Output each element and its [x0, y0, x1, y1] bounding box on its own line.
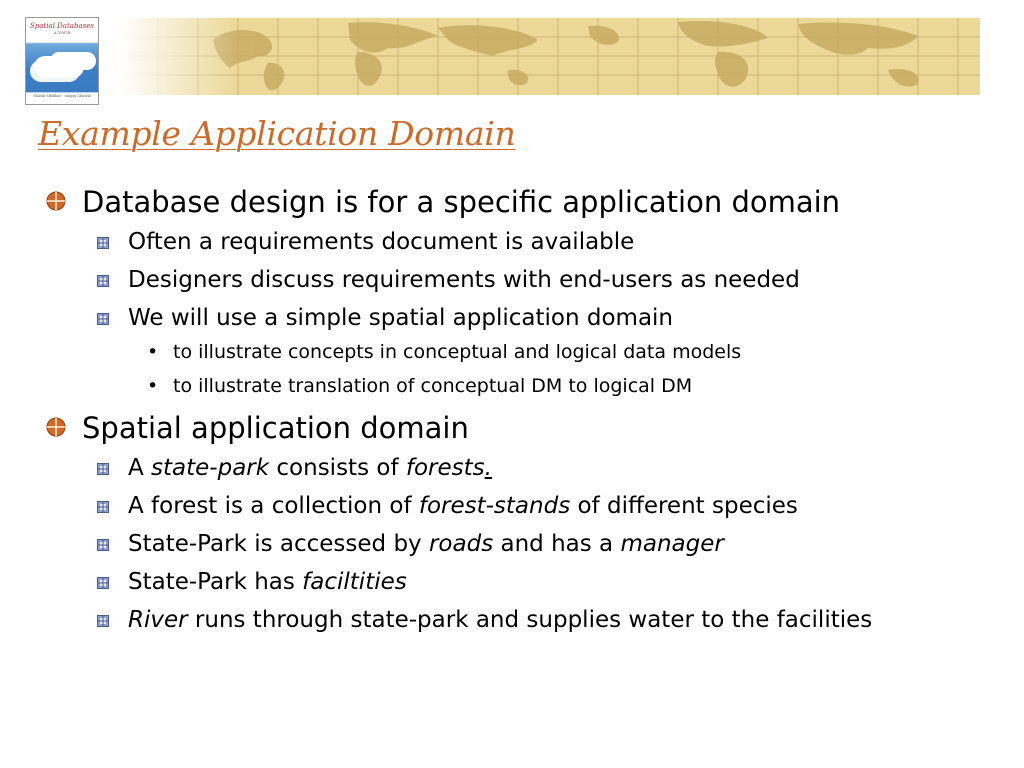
bullet-level2: [128, 455, 492, 481]
bullet-level1: Database design is for a specific application domain: [82, 185, 841, 219]
text-part: .: [484, 455, 492, 481]
bullet-level2: [128, 493, 798, 519]
dot-bullet-icon: •: [147, 375, 159, 397]
bullet-level3: to illustrate translation of conceptual DM to logical DM: [173, 375, 693, 397]
term-faciltities: faciltities: [302, 569, 407, 595]
compass-bullet-icon: [46, 417, 66, 437]
text-part: runs through state-park and supplies water to the facilities: [187, 607, 873, 633]
term-state-park: state-park: [151, 455, 270, 481]
text-part: A forest is a collection of: [128, 493, 419, 519]
bullet-level1: Spatial application domain: [82, 411, 469, 445]
square-bullet-icon: [97, 275, 109, 287]
book-cover-authors: Shashi Shekhar · Sanjay Chawla: [33, 94, 91, 98]
text-part: of different species: [570, 493, 798, 519]
book-cover-subtitle: A TOUR: [53, 30, 71, 35]
cloud-graphic: [34, 56, 84, 78]
book-cover-image: [25, 17, 99, 105]
text-part: and has a: [493, 531, 621, 557]
bullet-level2: Designers discuss requirements with end-users as needed: [128, 267, 800, 293]
bullet-level3: to illustrate concepts in conceptual and logical data models: [173, 341, 742, 363]
text-part: State-Park has: [128, 569, 303, 595]
bullet-level2: [128, 531, 724, 557]
text-part: consists of: [269, 455, 406, 481]
square-bullet-icon: [97, 539, 109, 551]
term-roads: roads: [428, 531, 494, 557]
square-bullet-icon: [97, 501, 109, 513]
slide-title: Example Application Domain: [38, 114, 516, 153]
text-part: State-Park is accessed by: [128, 531, 429, 557]
compass-bullet-icon: [46, 191, 66, 211]
header-map-banner: [118, 18, 980, 95]
bullet-level2: [128, 569, 407, 595]
text-part: A: [128, 455, 152, 481]
square-bullet-icon: [97, 463, 109, 475]
square-bullet-icon: [97, 237, 109, 249]
bullet-level2: We will use a simple spatial application domain: [128, 305, 674, 331]
term-forests: forests: [405, 455, 485, 481]
term-manager: manager: [620, 531, 724, 557]
term-river: River: [128, 607, 188, 633]
dot-bullet-icon: •: [147, 341, 159, 363]
term-forest-stands: forest-stands: [418, 493, 571, 519]
bullet-level2: Often a requirements document is available: [128, 229, 635, 255]
square-bullet-icon: [97, 313, 109, 325]
square-bullet-icon: [97, 615, 109, 627]
book-cover-title: Spatial Databases: [30, 22, 94, 30]
square-bullet-icon: [97, 577, 109, 589]
bullet-level2: [128, 607, 872, 633]
banner-fade: [118, 18, 238, 95]
world-map-graphic: [118, 18, 980, 95]
